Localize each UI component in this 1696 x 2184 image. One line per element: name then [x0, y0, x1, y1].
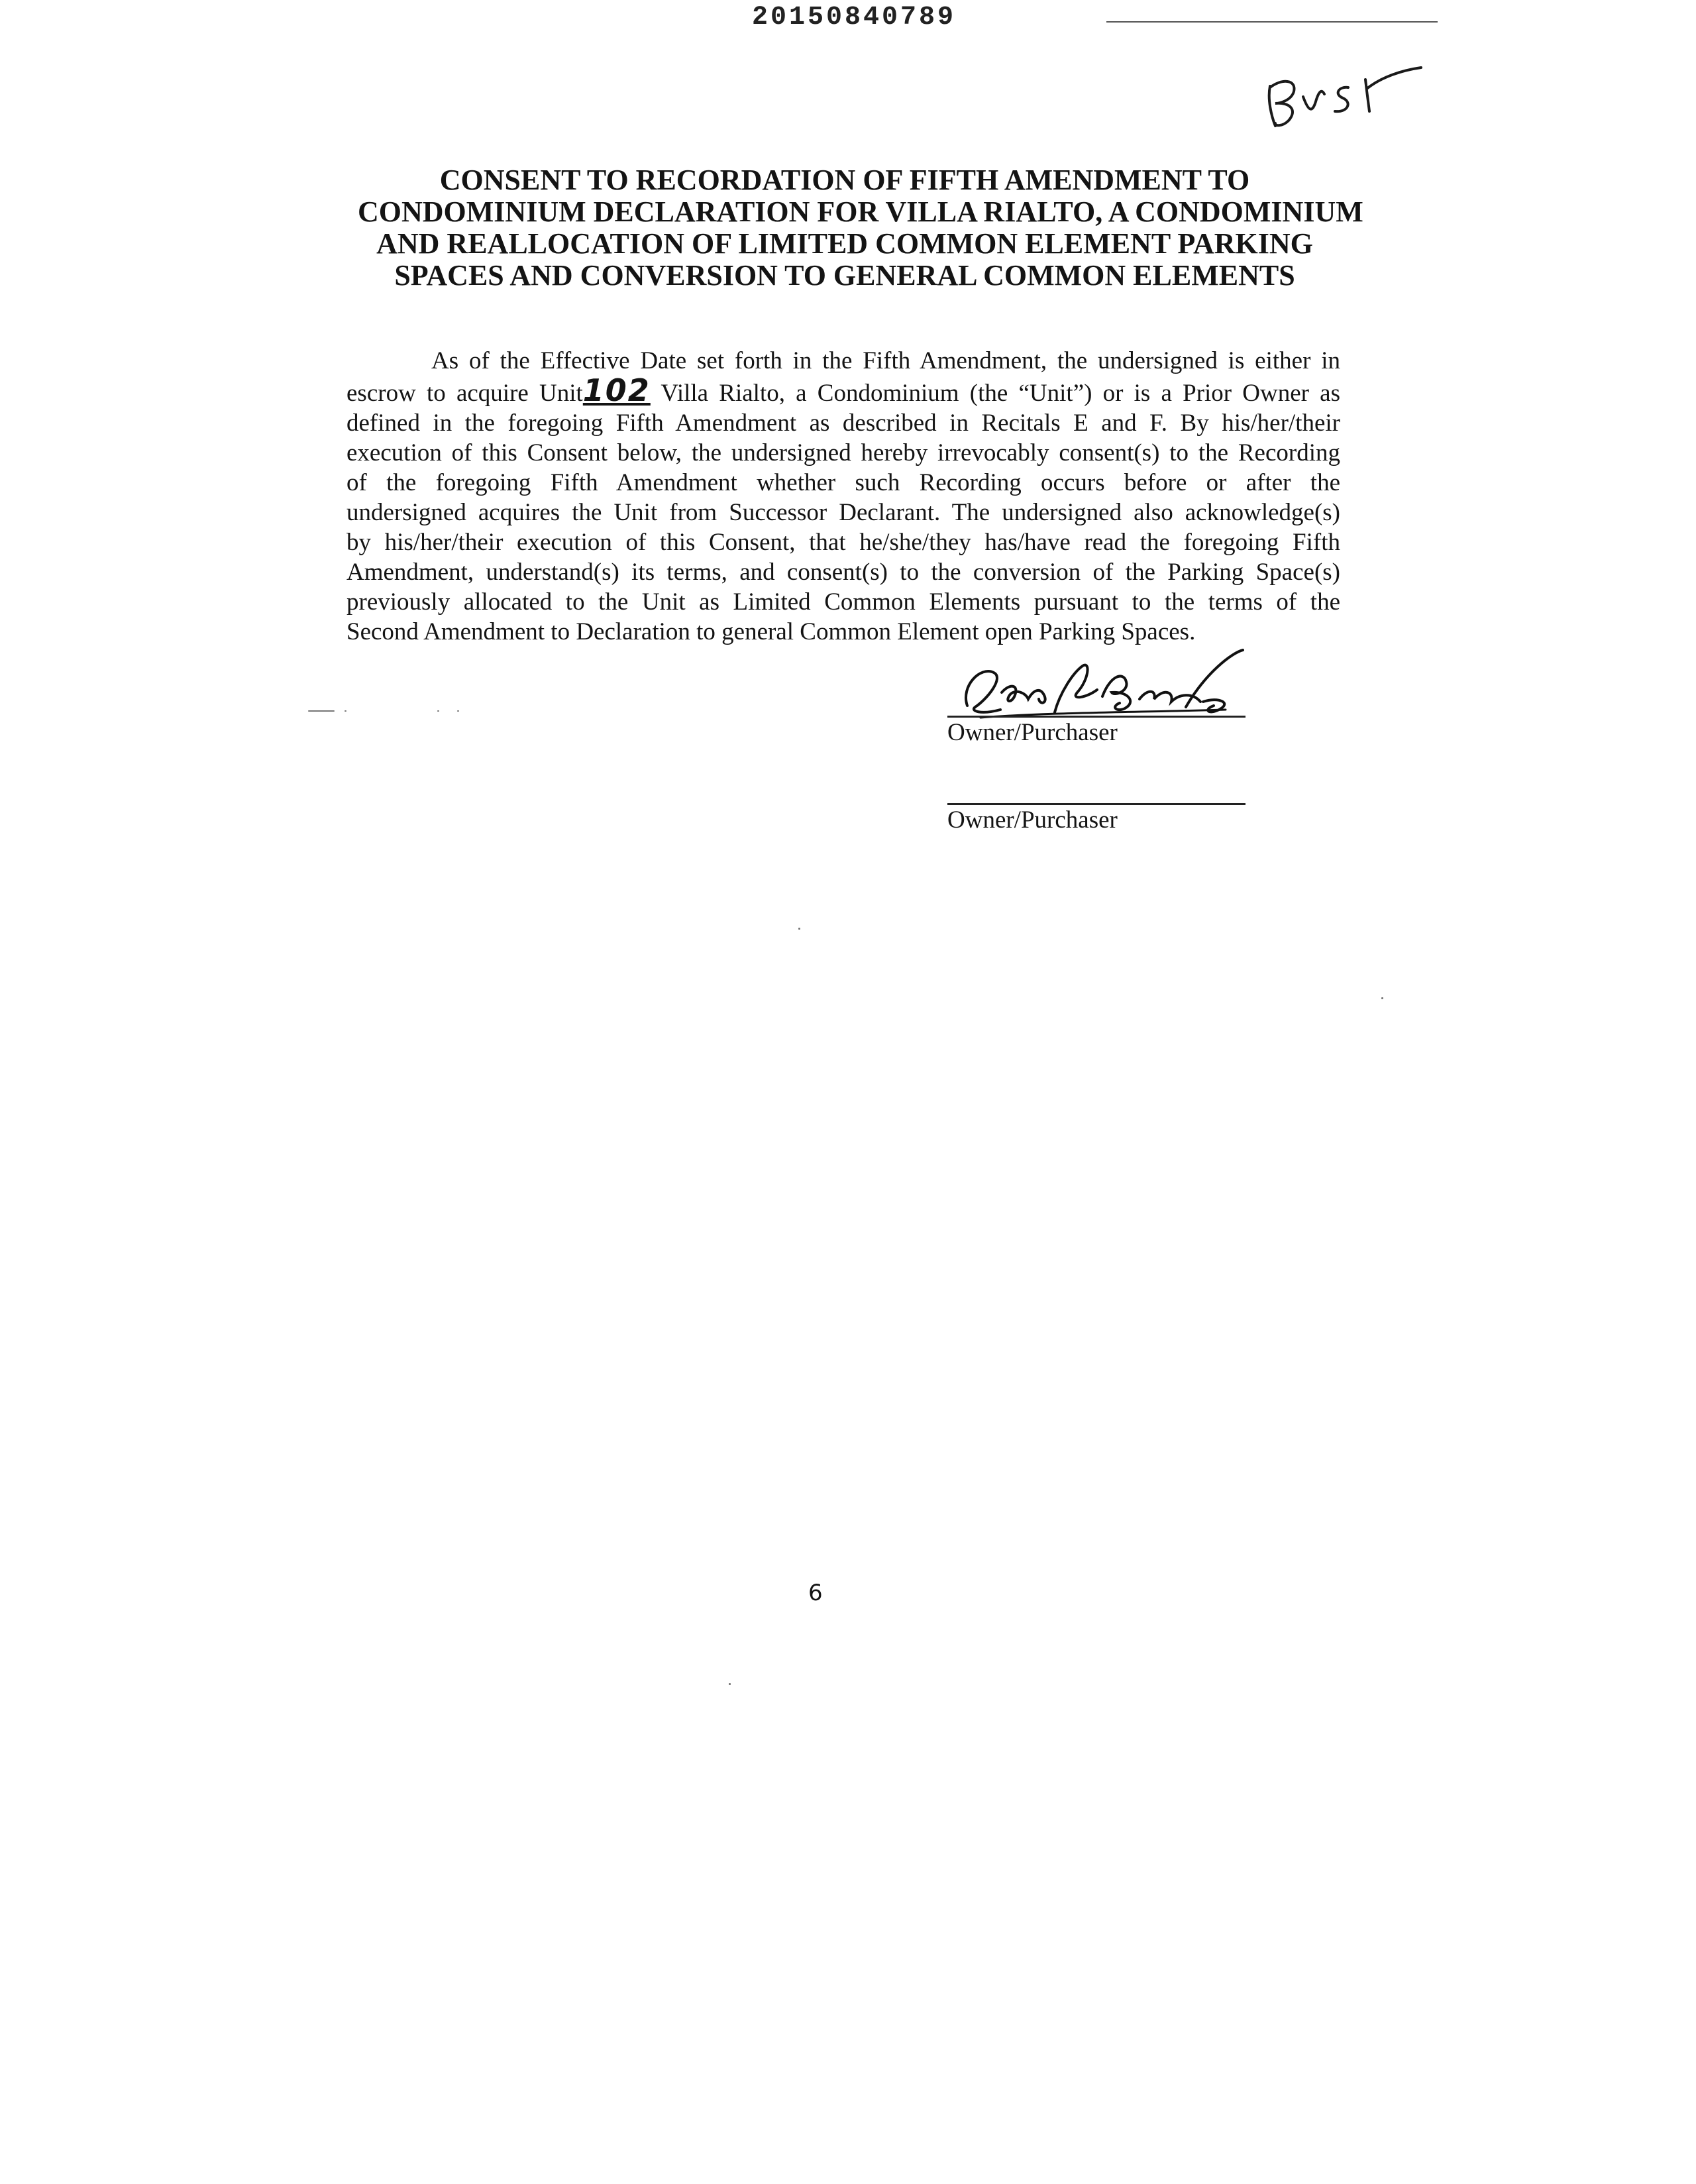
- signature-block-1: [947, 716, 1246, 747]
- title-line: SPACES AND CONVERSION TO GENERAL COMMON ELEMENTS: [394, 259, 1295, 292]
- paragraph-line: of the foregoing Fifth Amendment whether such Recording occurs before or after the: [346, 469, 1340, 496]
- paragraph-line: Amendment, understand(s) its terms, and consent(s) to the conversion of the Parking Space(s): [346, 559, 1340, 586]
- paragraph-line: by his/her/their execution of this Consent, that he/she/they has/have read the foregoing Fifth: [346, 529, 1340, 556]
- scan-speck: [437, 710, 439, 712]
- signature-block-2: [947, 803, 1246, 834]
- paragraph-line: Second Amendment to Declaration to general Common Element open Parking Spaces.: [346, 618, 1196, 645]
- scan-speck: [308, 710, 335, 712]
- scan-speck: [457, 710, 459, 712]
- title-line: AND REALLOCATION OF LIMITED COMMON ELEMENT PARKING: [376, 227, 1313, 260]
- document-number: 20150840789: [752, 3, 957, 32]
- unit-number-handwritten: 102: [582, 372, 651, 408]
- title-line: CONSENT TO RECORDATION OF FIFTH AMENDMENT TO: [439, 164, 1250, 196]
- paragraph-line: undersigned acquires the Unit from Successor Declarant. The undersigned also acknowledge(s): [346, 499, 1340, 526]
- paragraph-line: execution of this Consent below, the undersigned hereby irrevocably consent(s) to the Recording: [346, 439, 1340, 466]
- paragraph-text: escrow to acquire Unit: [346, 380, 583, 407]
- paragraph-line: defined in the foregoing Fifth Amendment as described in Recitals E and F. By his/her/their: [346, 410, 1340, 437]
- title-line: CONDOMINIUM DECLARATION FOR VILLA RIALTO, A CONDOMINIUM: [358, 195, 1363, 228]
- signature-line: [947, 803, 1246, 805]
- paragraph-line: previously allocated to the Unit as Limited Common Elements pursuant to the terms of the: [346, 588, 1340, 616]
- signature-label: Owner/Purchaser: [947, 719, 1118, 746]
- signature-label: Owner/Purchaser: [947, 806, 1118, 834]
- header-rule: [1106, 21, 1438, 23]
- signature-line: [947, 716, 1246, 718]
- paragraph-line: [346, 372, 1341, 408]
- scan-speck: [729, 1683, 731, 1685]
- paragraph-text: Villa Rialto, a Condominium (the “Unit”) or is a Prior Owner as: [650, 380, 1341, 407]
- paragraph-line: As of the Effective Date set forth in the Fifth Amendment, the undersigned is either in: [431, 347, 1340, 374]
- page-number: 6: [808, 1580, 823, 1606]
- handwritten-initials: [1255, 60, 1428, 139]
- scan-speck: [1381, 997, 1383, 999]
- scan-speck: [344, 710, 346, 712]
- consent-paragraph: [346, 346, 1340, 647]
- document-title: [358, 164, 1363, 292]
- scan-speck: [798, 928, 800, 930]
